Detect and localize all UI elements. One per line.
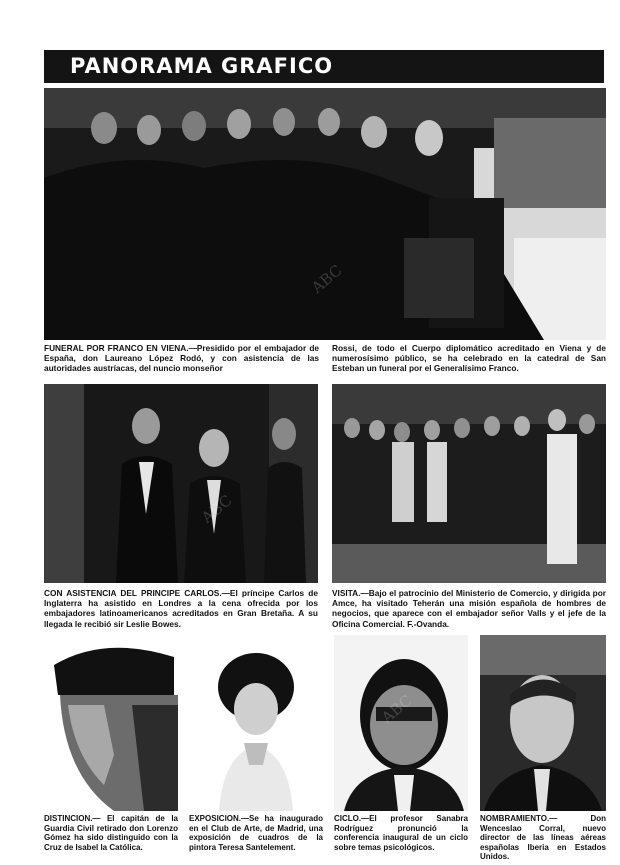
funeral-caption-right (332, 343, 606, 373)
exposicion-text: —Se ha inaugurado en el Club de Arte, de Madrid, una exposición de cuadros de la pintora Teresa Santelement. (189, 814, 323, 852)
visita-text: —Bajo el patrocinio del Ministerio de Comercio, y dirigida por Amce, ha visitado Teherán una misión española de hombres de negocios, que aparece con el embajador señor Valls y el jefe de la Oficina Comercial. F.-Ovanda. (332, 588, 606, 629)
visita-heading: VISITA. (332, 588, 361, 598)
ciclo-text: —El profesor Sanabra Rodríguez pronunció la conferencia inaugural de un ciclo sobre temas psicológicos. (334, 814, 468, 852)
ciclo-caption (334, 814, 468, 864)
funeral-caption-left (44, 343, 319, 373)
nombramiento-heading: NOMBRAMIENTO. (480, 814, 550, 823)
carlos-text: —El príncipe Carlos de Inglaterra ha asistido en Londres a la cena ofrecida por los embajadores latinoamericanos acreditados en Gran Bretaña. A su llegada le recibió sir Leslie Bowes. (44, 588, 318, 629)
distincion-heading: DISTINCION. (44, 814, 93, 823)
carlos-heading: CON ASISTENCIA DEL PRINCIPE CARLOS. (44, 588, 222, 598)
funeral-text-1: —Presidido por el embajador de España, don Laureano López Rodó, y con asistencia de las autoridades austríacas, del nuncio monseñor (44, 343, 319, 373)
nombramiento-text: — Don Wenceslao Corral, nuevo director de las líneas aéreas españolas Iberia en Estados Unidos. (480, 814, 606, 862)
section-title: PANORAMA GRAFICO (70, 54, 334, 78)
distincion-text: — El capitán de la Guardia Civil retirado don Lorenzo Gómez ha sido distinguido con la Cruz de Isabel la Católica. (44, 814, 178, 852)
carlos-photo (44, 384, 318, 583)
funeral-text-2: Rossi, de todo el Cuerpo diplomático acreditado en Viena y de numerosísimo público, se ha celebrado en la catedral de San Esteban un funeral por el Generalísimo Franco. (332, 343, 606, 373)
exposicion-heading: EXPOSICION. (189, 814, 242, 823)
funeral-photo (44, 88, 606, 340)
exposicion-photo (189, 635, 323, 811)
ciclo-photo (334, 635, 468, 811)
nombramiento-photo (480, 635, 606, 811)
distincion-photo (44, 635, 178, 811)
visita-caption (332, 588, 606, 630)
visita-photo (332, 384, 606, 583)
carlos-caption (44, 588, 318, 630)
nombramiento-caption (480, 814, 606, 864)
ciclo-heading: CICLO. (334, 814, 362, 823)
section-banner (44, 50, 604, 83)
exposicion-caption (189, 814, 323, 864)
distincion-caption (44, 814, 178, 864)
funeral-heading: FUNERAL POR FRANCO EN VIENA. (44, 343, 189, 353)
